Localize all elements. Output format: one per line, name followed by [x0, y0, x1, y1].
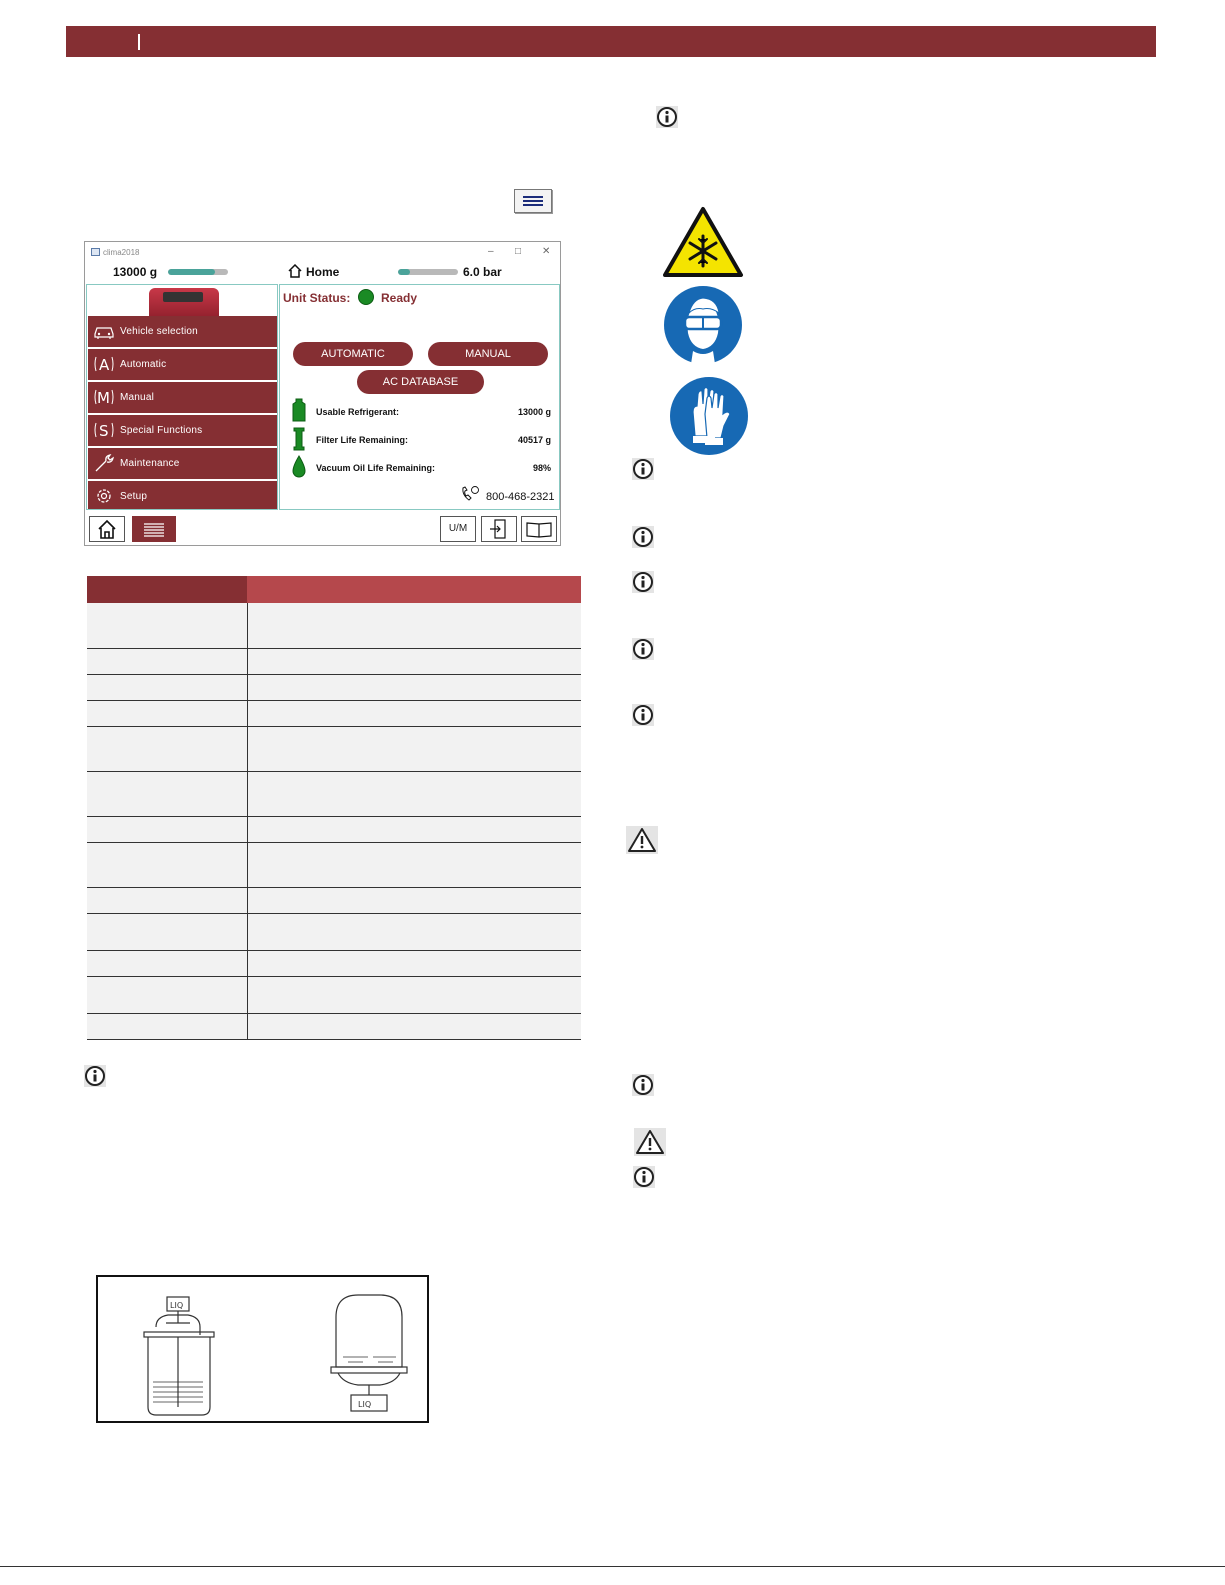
info-icon — [633, 1166, 655, 1188]
manual-m-icon — [93, 387, 115, 407]
manual-book-button[interactable] — [521, 516, 557, 542]
pressure-bar-fill — [398, 269, 410, 275]
nav-label: Manual — [120, 392, 154, 403]
info-icon — [632, 458, 654, 480]
table-header-cell — [87, 576, 247, 603]
table-row — [87, 700, 581, 726]
table-row — [87, 726, 581, 771]
app-icon — [91, 248, 100, 256]
units-button[interactable]: U/M — [440, 516, 476, 542]
pressure-value: 6.0 bar — [463, 265, 502, 279]
reading-label: Usable Refrigerant: — [316, 407, 400, 417]
refrigerant-bottle-icon — [290, 398, 308, 422]
table-row — [87, 1013, 581, 1039]
automatic-a-icon — [93, 354, 115, 374]
home-icon — [288, 264, 302, 278]
table-row — [87, 816, 581, 842]
home-label: Home — [306, 265, 340, 279]
reading-value: 98% — [532, 463, 551, 473]
table-row — [87, 603, 581, 648]
refrigerant-weight: 13000 g — [113, 265, 158, 279]
table-row — [87, 887, 581, 913]
special-functions-s-icon — [93, 420, 115, 440]
svg-text:S: S — [99, 422, 109, 440]
refrigerant-cylinders-illustration — [98, 1277, 427, 1421]
nav-label: Special Functions — [120, 425, 203, 436]
menu-icon — [514, 189, 552, 213]
maximize-icon[interactable]: □ — [515, 246, 522, 257]
book-icon — [522, 517, 556, 541]
info-icon — [632, 1074, 654, 1096]
header-banner — [66, 26, 1156, 57]
nav-special-functions[interactable] — [88, 415, 277, 446]
nav-panel — [86, 284, 278, 510]
table-header — [87, 576, 581, 603]
ac-database-button[interactable]: AC DATABASE — [357, 370, 484, 394]
nav-label: Vehicle selection — [120, 326, 198, 337]
minimize-icon[interactable]: – — [488, 246, 494, 257]
status-panel — [279, 284, 560, 510]
reading-label: Filter Life Remaining: — [316, 435, 409, 445]
status-indicator-icon — [358, 289, 374, 305]
menu-lines-icon — [133, 517, 175, 541]
unit-status-label: Unit Status: — [283, 291, 351, 305]
support-phone: 800-468-2321 — [486, 491, 555, 503]
cylinder-diagram — [96, 1275, 429, 1423]
nav-maintenance[interactable] — [88, 448, 277, 479]
reading-value: 13000 g — [517, 407, 551, 417]
info-icon — [632, 704, 654, 726]
automatic-button[interactable]: AUTOMATIC — [293, 342, 413, 366]
gear-icon — [93, 486, 115, 506]
unit-status-value: Ready — [381, 291, 418, 305]
info-icon — [656, 106, 678, 128]
table-row — [87, 913, 581, 950]
safety-goggles-sign — [663, 285, 743, 365]
refrigerant-bar — [168, 269, 228, 275]
nav-manual[interactable] — [88, 382, 277, 413]
table-header-cell — [247, 576, 581, 603]
filter-icon — [290, 427, 308, 451]
refrigerant-bar-fill — [168, 269, 215, 275]
nav-label: Automatic — [120, 359, 167, 370]
data-table — [87, 576, 581, 1040]
table-row — [87, 771, 581, 816]
info-icon — [84, 1065, 106, 1087]
wrench-icon — [93, 453, 115, 473]
warning-icon — [634, 1128, 666, 1156]
svg-text:LIQ: LIQ — [170, 1301, 184, 1310]
car-icon — [93, 321, 115, 341]
phone-icon — [460, 485, 480, 503]
pressure-bar — [398, 269, 458, 275]
banner-divider — [138, 34, 140, 50]
footer-rule — [0, 1566, 1225, 1567]
info-icon — [632, 526, 654, 548]
svg-text:A: A — [99, 356, 110, 374]
home-icon — [90, 517, 124, 541]
reading-label: Vacuum Oil Life Remaining: — [316, 463, 436, 473]
nav-label: Maintenance — [120, 458, 180, 469]
menu-button[interactable] — [132, 516, 176, 542]
info-icon — [632, 638, 654, 660]
export-button[interactable] — [481, 516, 517, 542]
home-button[interactable] — [89, 516, 125, 542]
close-icon[interactable]: ✕ — [542, 246, 551, 257]
export-icon — [482, 517, 516, 541]
nav-vehicle-selection[interactable] — [88, 316, 277, 347]
table-row — [87, 976, 581, 1013]
table-row — [87, 648, 581, 674]
bottom-toolbar — [85, 512, 560, 546]
window-title: clima2018 — [103, 248, 140, 257]
svg-text:LIQ: LIQ — [358, 1400, 372, 1409]
nav-automatic[interactable] — [88, 349, 277, 380]
info-icon — [632, 571, 654, 593]
table-row — [87, 674, 581, 700]
nav-setup[interactable] — [88, 481, 277, 510]
oil-drop-icon — [290, 455, 308, 479]
warning-icon — [626, 826, 658, 854]
cold-hazard-warning-sign — [662, 206, 744, 278]
app-window — [84, 241, 561, 546]
nav-label: Setup — [120, 491, 148, 502]
table-row — [87, 950, 581, 976]
protective-gloves-sign — [669, 376, 749, 456]
reading-value: 40517 g — [517, 435, 551, 445]
window-title-bar — [85, 242, 560, 262]
table-row — [87, 842, 581, 887]
manual-button[interactable]: MANUAL — [428, 342, 548, 366]
svg-text:M: M — [97, 389, 110, 407]
